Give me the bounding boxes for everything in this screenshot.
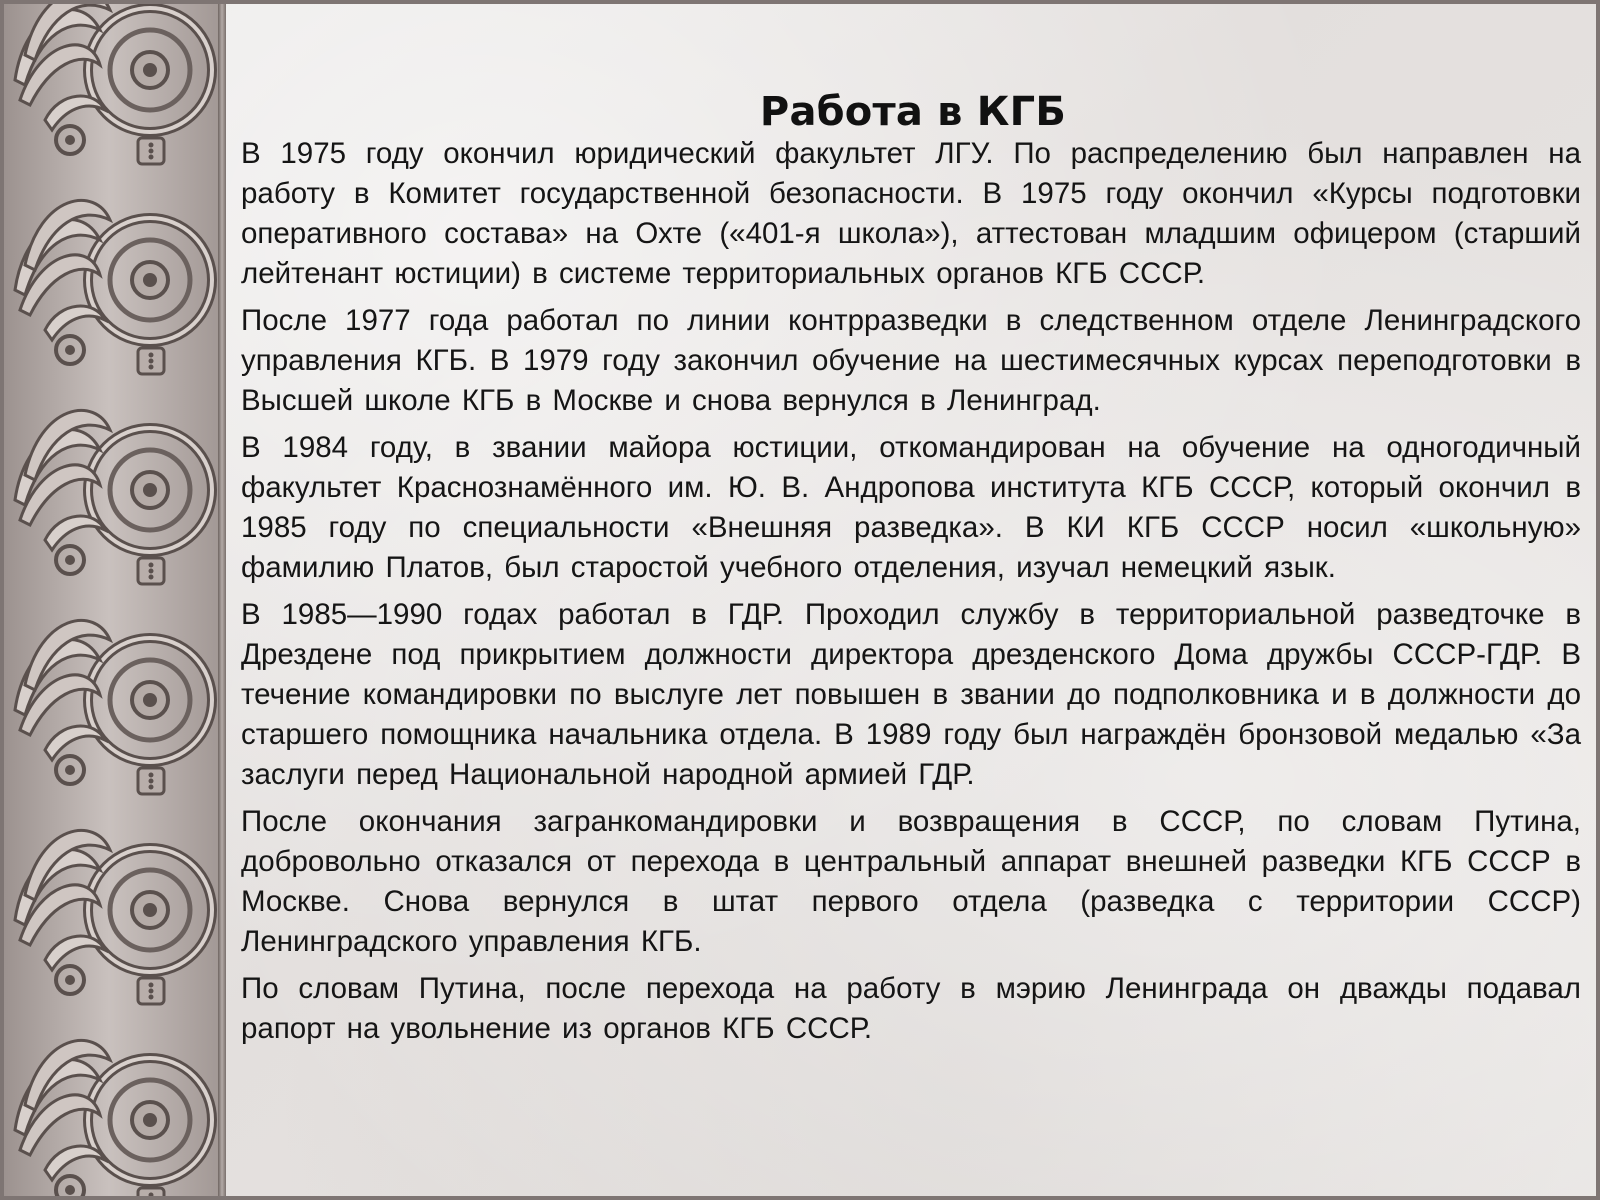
ornamental-border-icon [0,0,226,1200]
slide-title: Работа в КГБ [759,88,1067,135]
paragraph-1: В 1975 году окончил юридический факультет ЛГУ. По распределению был направлен на работу в Комитет государственной безопасности. В 1975 году окончил «Курсы подготовки оперативного состава» на Охте («401-я школа»), аттестован младшим офицером (старший лейтенант юстиции) в системе территориальных органов КГБ СССР. [241,137,1581,290]
paragraph-6: По словам Путина, после перехода на работу в мэрию Ленинграда он дважды подавал рапорт на увольнение из органов КГБ СССР. [241,972,1581,1045]
paragraph-4: В 1985—1990 годах работал в ГДР. Проходил службу в территориальной разведточке в Дрездене под прикрытием должности директора дрезденского Дома дружбы СССР-ГДР. В течение командировки по выслуге лет повышен в звании до подполковника и в должности до старшего помощника начальника отдела. В 1989 году был награждён бронзовой медалью «За заслуги перед Национальной народной армией ГДР. [241,598,1581,791]
ornament-edge [218,0,226,1200]
paragraph-2: После 1977 года работал по линии контрразведки в следственном отделе Ленинградского управления КГБ. В 1979 году закончил обучение на шестимесячных курсах переподготовки в Высшей школе КГБ в Москве и снова вернулся в Ленинград. [241,304,1581,417]
paragraph-5: После окончания загранкомандировки и возвращения в СССР, по словам Путина, добровольно отказался от перехода в центральный аппарат внешней разведки КГБ СССР в Москве. Снова вернулся в штат первого отдела (разведка с территории СССР) Ленинградского управления КГБ. [241,805,1581,958]
paragraph-3: В 1984 году, в звании майора юстиции, откомандирован на обучение на одногодичный факультет Краснознамённого им. Ю. В. Андропова института КГБ СССР, который окончил в 1985 году по специальности «Внешняя разведка». В КИ КГБ СССР носил «школьную» фамилию Платов, был старостой учебного отделения, изучал немецкий язык. [241,431,1581,584]
slide-body [241,134,1581,1056]
